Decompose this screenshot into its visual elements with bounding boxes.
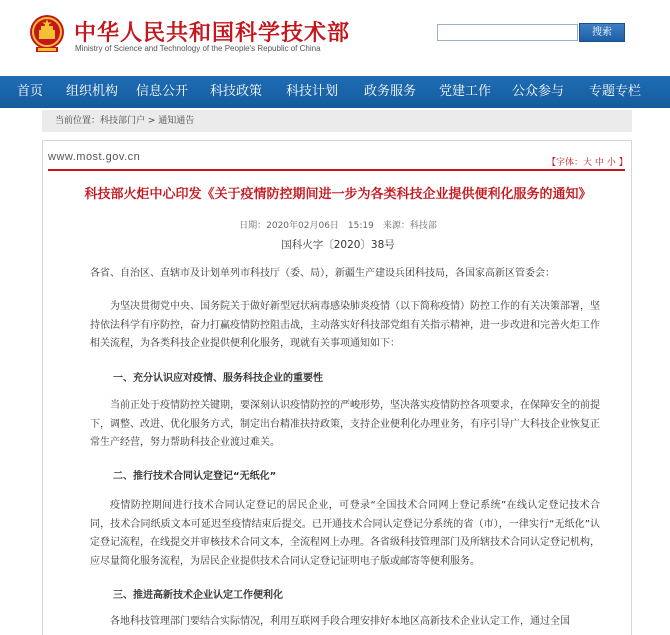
nav-item-organization[interactable]: 组织机构: [65, 84, 118, 99]
breadcrumb-link-notices[interactable]: 通知通告: [158, 116, 195, 126]
header-divider: [48, 169, 625, 171]
document-number: 国科火字〔2020〕38号: [281, 239, 395, 251]
nav-item-information[interactable]: 信息公开: [135, 84, 188, 99]
breadcrumb-separator: >: [145, 116, 159, 126]
nav-item-participation[interactable]: 公众参与: [511, 84, 564, 99]
font-size-close: 】: [618, 158, 628, 168]
ministry-name-en: Ministry of Science and Technology of the People's Republic of China: [75, 44, 321, 53]
nav-item-programs[interactable]: 科技计划: [285, 84, 338, 99]
national-emblem-icon: [28, 13, 66, 55]
site-header: [0, 0, 670, 76]
nav-item-party[interactable]: 党建工作: [438, 84, 491, 99]
nav-item-home[interactable]: 首页: [16, 84, 43, 99]
breadcrumb-link-portal[interactable]: 科技部门户: [100, 116, 146, 126]
section3-heading: 三、推进高新技术企业认定工作便利化: [113, 590, 283, 601]
breadcrumb-prefix: 当前位置：: [55, 116, 101, 126]
section2-heading: 二、推行技术合同认定登记“无纸化”: [113, 471, 277, 482]
main-nav: [0, 76, 670, 108]
ministry-name-cn: 中华人民共和国科学技术部: [74, 21, 351, 46]
salutation: 各省、自治区、直辖市及计划单列市科技厅（委、局），新疆生产建设兵团科技局，各国家高新区管委会：: [90, 268, 555, 279]
site-url: www.most.gov.cn: [48, 151, 141, 163]
section1-body: 当前正处于疫情防控关键期，要深刻认识疫情防控的严峻形势，坚决落实疫情防控各项要求，在保障安全的前提下，调整、改进、优化服务方式，制定出台精准扶持政策，支持企业便利化办理业务，有序引导广大科技企业恢复正常生产经营，努力帮助科技企业渡过难关。: [90, 400, 600, 448]
font-size-medium[interactable]: 中: [594, 158, 604, 168]
article-container: [42, 140, 632, 635]
breadcrumb: [42, 110, 632, 132]
section1-heading: 一、充分认识应对疫情、服务科技企业的重要性: [113, 373, 323, 384]
article-date: 日期：2020年02月06日 15:19 来源：科技部: [239, 221, 437, 231]
font-size-large[interactable]: 大: [583, 158, 593, 168]
font-size-small[interactable]: 小: [606, 158, 616, 168]
nav-item-services[interactable]: 政务服务: [363, 84, 416, 99]
nav-item-policy[interactable]: 科技政策: [209, 84, 262, 99]
section2-body: 疫情防控期间进行技术合同认定登记的居民企业，可登录“全国技术合同网上登记系统”在线认定登记技术合同，技术合同纸质文本可延迟至疫情结束后提交。已开通技术合同认定登记分系统的省（市），一律实行“无纸化”认定登记流程，在线提交并审核技术合同文本，全流程网上办理。各省级科技管理部门及所辖技术合同认定登记机构，应尽量简化服务流程，为居民企业提供技术合同认定登记证明电子版或邮寄等便利服务。: [90, 500, 600, 567]
font-size-control: [547, 155, 628, 168]
intro-paragraph: 为坚决贯彻党中央、国务院关于做好新型冠状病毒感染肺炎疫情（以下简称疫情）防控工作的有关决策部署，坚持依法科学有序防控，奋力打赢疫情防控阻击战，主动落实好科技部党组有关指示精神，进一步改进和完善火炬工作相关流程，为各类科技企业提供便利化服务，现就有关事项通知如下：: [90, 301, 600, 349]
nav-item-topics[interactable]: 专题专栏: [588, 84, 641, 99]
search-input[interactable]: [437, 24, 578, 41]
font-size-label: 【字体：: [547, 158, 584, 168]
search-button[interactable]: 搜索: [579, 23, 625, 42]
section3-body: 各地科技管理部门要结合实际情况，利用互联网手段合理安排好本地区高新技术企业认定工作，通过全国: [110, 616, 570, 627]
article-title: 科技部火炬中心印发《关于疫情防控期间进一步为各类科技企业提供便利化服务的通知》: [84, 187, 592, 202]
